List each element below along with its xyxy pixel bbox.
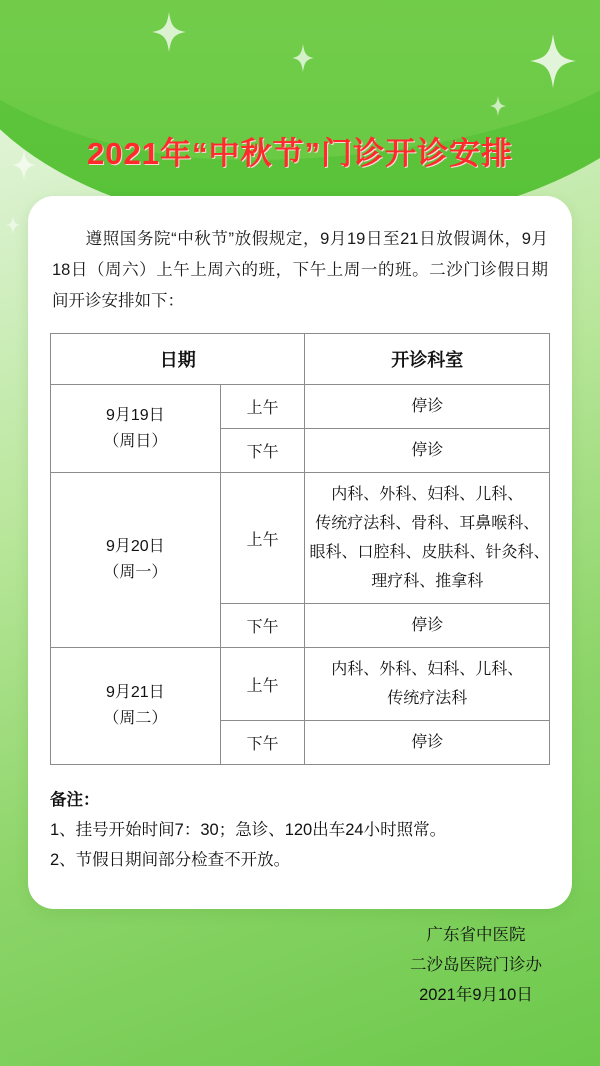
- sparkle-icon: [6, 216, 20, 234]
- dept-line: 内科、外科、妇科、儿科、: [331, 486, 524, 503]
- row-dept: [305, 473, 550, 604]
- row-date: 9月19日: [105, 406, 165, 424]
- table-header-row: [51, 334, 550, 385]
- row-dept: [305, 648, 550, 721]
- row-half: 下午: [220, 429, 305, 473]
- row-half: 下午: [220, 721, 305, 765]
- schedule-table: [50, 333, 550, 765]
- row-date-cell: [51, 648, 221, 765]
- row-dept: 停诊: [305, 721, 550, 765]
- dept-line: 传统疗法科: [387, 690, 468, 707]
- row-half: 下午: [220, 604, 305, 648]
- table-row: [51, 385, 550, 429]
- note-item: 1、挂号开始时间7：30；急诊、120出车24小时照常。: [50, 821, 447, 839]
- row-weekday: （周日）: [103, 432, 168, 450]
- row-date-cell: [51, 473, 221, 648]
- row-date: 9月20日: [105, 538, 165, 555]
- table-row: [51, 473, 550, 604]
- row-dept: 停诊: [305, 385, 550, 429]
- notes-section: [50, 785, 550, 875]
- row-weekday: （周二）: [103, 710, 168, 727]
- page-title: 2021年“中秋节”门诊开诊安排: [87, 136, 513, 171]
- table-row: [51, 648, 550, 721]
- row-dept: 停诊: [305, 604, 550, 648]
- intro-text: 遵照国务院“中秋节”放假规定，9月19日至21日放假调休，9月18日（周六）上午上周六的班，下午上周一的班。二沙门诊假日期间开诊安排如下：: [52, 230, 548, 310]
- signature-line-hospital: 广东省中医院: [426, 926, 526, 944]
- row-weekday: （周一）: [103, 564, 168, 581]
- note-item: 2、节假日期间部分检查不开放。: [50, 851, 291, 869]
- signature-line-date: 2021年9月10日: [419, 986, 533, 1004]
- intro-paragraph: [52, 224, 548, 317]
- signature-line-department: 二沙岛医院门诊办: [410, 956, 542, 974]
- dept-line: 理疗科、推拿科: [371, 573, 484, 590]
- row-date: 9月21日: [105, 684, 165, 701]
- signature-block: [410, 920, 542, 1010]
- header-date: 日期: [51, 334, 305, 385]
- notes-title: 备注：: [50, 791, 100, 809]
- row-half: 上午: [220, 473, 305, 604]
- dept-line: 眼科、口腔科、皮肤科、针灸科、: [309, 544, 550, 561]
- header-dept: 开诊科室: [305, 334, 550, 385]
- dept-line: 内科、外科、妇科、儿科、: [331, 661, 524, 678]
- row-half: 上午: [220, 385, 305, 429]
- content-card: [28, 196, 572, 909]
- row-dept: 停诊: [305, 429, 550, 473]
- row-half: 上午: [220, 648, 305, 721]
- dept-line: 传统疗法科、骨科、耳鼻喉科、: [315, 515, 540, 532]
- row-date-cell: [51, 385, 221, 473]
